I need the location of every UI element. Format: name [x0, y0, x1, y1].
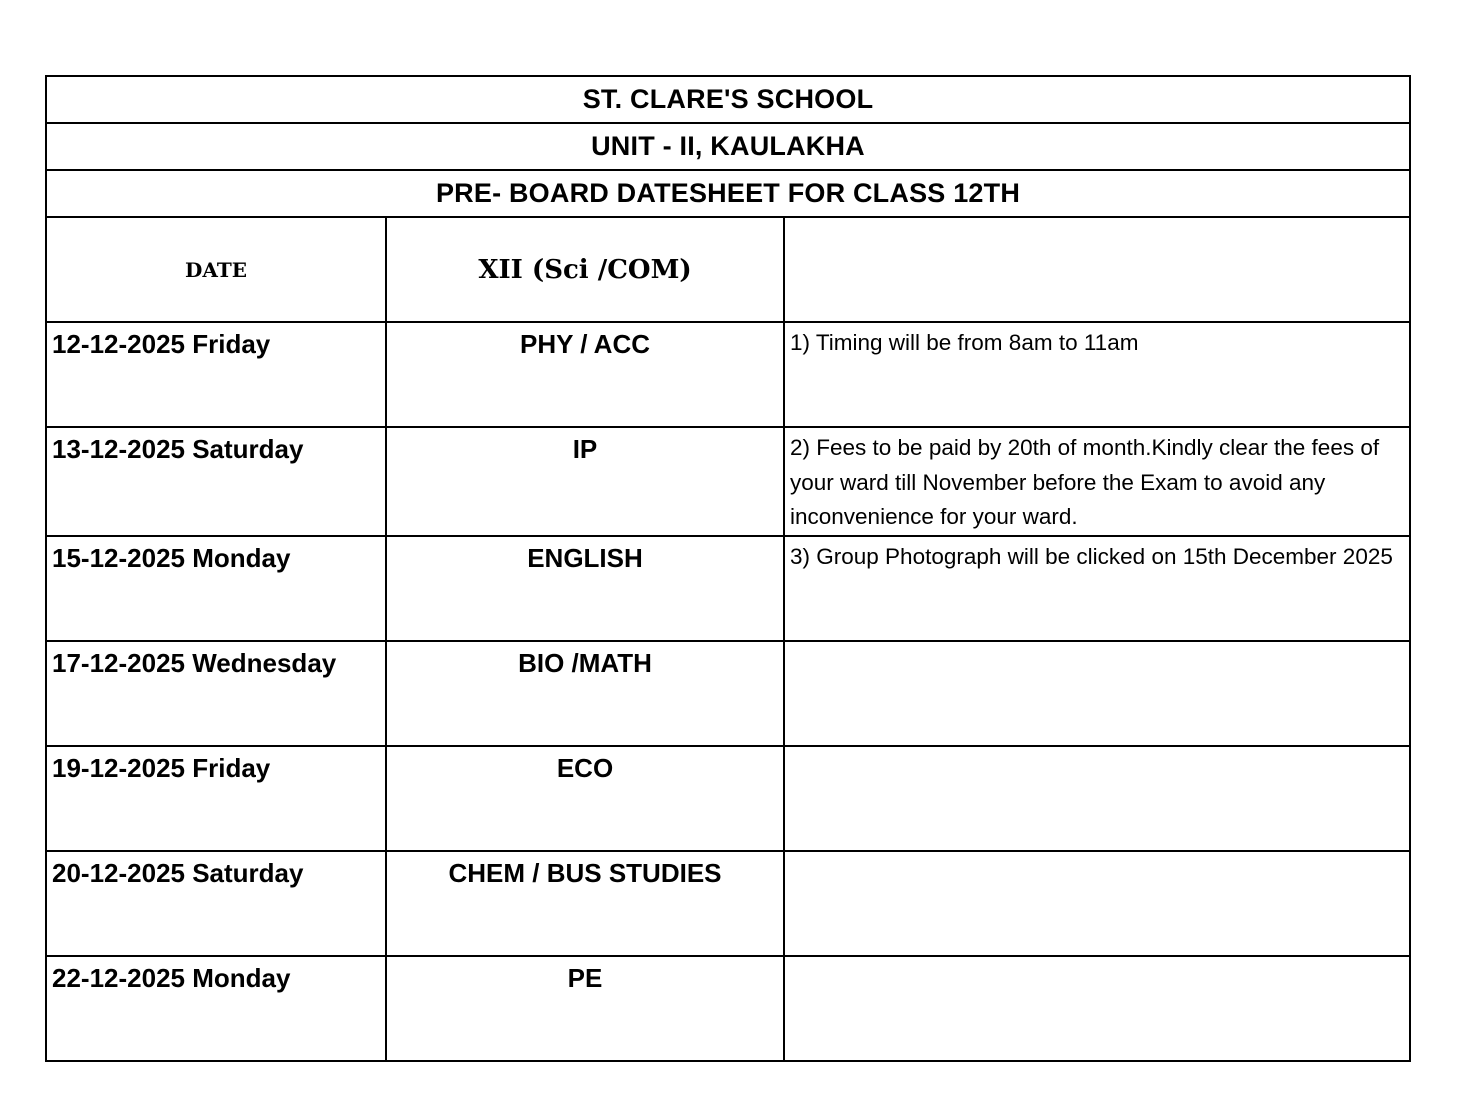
exam-subject: ENGLISH [386, 536, 784, 641]
exam-note [784, 851, 1410, 956]
school-name: ST. CLARE'S SCHOOL [46, 76, 1410, 123]
date-column-header: DATE [46, 217, 386, 322]
exam-note [784, 641, 1410, 746]
exam-subject: PHY / ACC [386, 322, 784, 427]
exam-subject: IP [386, 427, 784, 536]
exam-subject: BIO /MATH [386, 641, 784, 746]
exam-subject: PE [386, 956, 784, 1061]
notes-column-header [784, 217, 1410, 322]
exam-date: 12-12-2025 Friday [46, 322, 386, 427]
exam-date: 20-12-2025 Saturday [46, 851, 386, 956]
table-row [46, 956, 1410, 1061]
exam-date: 17-12-2025 Wednesday [46, 641, 386, 746]
sheet-title: PRE- BOARD DATESHEET FOR CLASS 12TH [46, 170, 1410, 217]
table-row [46, 427, 1410, 536]
exam-date: 13-12-2025 Saturday [46, 427, 386, 536]
exam-subject: CHEM / BUS STUDIES [386, 851, 784, 956]
title-row-unit [46, 123, 1410, 170]
table-row [46, 746, 1410, 851]
table-row [46, 536, 1410, 641]
exam-note [784, 746, 1410, 851]
exam-subject: ECO [386, 746, 784, 851]
exam-note: 3) Group Photograph will be clicked on 15th December 2025 [784, 536, 1410, 641]
exam-note [784, 956, 1410, 1061]
datesheet-table [45, 75, 1411, 1062]
exam-date: 15-12-2025 Monday [46, 536, 386, 641]
exam-date: 19-12-2025 Friday [46, 746, 386, 851]
column-header-row [46, 217, 1410, 322]
title-row-school [46, 76, 1410, 123]
class-column-header: XII (Sci /COM) [386, 217, 784, 322]
exam-note: 1) Timing will be from 8am to 11am [784, 322, 1410, 427]
exam-date: 22-12-2025 Monday [46, 956, 386, 1061]
table-row [46, 641, 1410, 746]
title-row-sheet [46, 170, 1410, 217]
unit-name: UNIT - II, KAULAKHA [46, 123, 1410, 170]
table-row [46, 322, 1410, 427]
table-row [46, 851, 1410, 956]
exam-note: 2) Fees to be paid by 20th of month.Kindly clear the fees of your ward till November before the Exam to avoid any inconvenience for your ward. [784, 427, 1410, 536]
